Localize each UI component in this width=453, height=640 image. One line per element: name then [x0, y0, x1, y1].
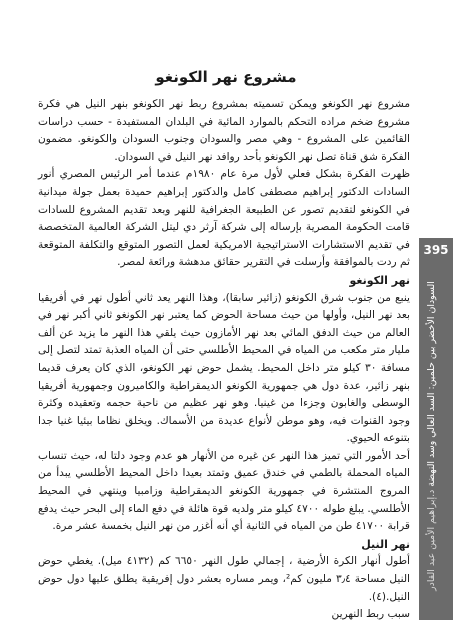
paragraph-intro: مشروع نهر الكونغو ويمكن تسميته بمشروع ربط نهر الكونغو بنهر النيل هي فكرة مشروع ضخم مراده التحكم بالموارد المائية في البلدان المستفيدة - حسب دراسات القائمين على المشروع - وهي مصر والسودان وجنوب السودان والكونغو. مضمون الفكرة شق قناة تصل نهر الكونغو بأحد روافد نهر النيل في السودان.	[38, 98, 410, 163]
paragraph-linking-reason: سبب ربط النهرين	[331, 608, 410, 621]
author-name: د.إبراهيم الأمين عبد القادر	[426, 489, 437, 591]
running-title: السودان الأخضر بين حلمين: السد العالي وسد النهضة	[426, 281, 437, 487]
paragraph-congo-features: أحد الأمور التي تميز هذا النهر عن غيره من الأنهار هو عدم وجود دلتا له، حيث تنساب المياه المحملة بالطمي في خندق عميق وتمتد بعيدا داخل المحيط الأطلسي يبدأ من المروج المنتشرة في جمهورية الكونغو الديمقراطية وزامبيا وينتهي في المحيط الأطلسي. يبلغ طوله ٤٧٠٠ كيلو متر ولديه قوة هائلة في دفع الماء إلى البحر حيث يدفع قرابة ٤١٧٠٠ طن من المياه في الثانية أي أنه أغزر من نهر النيل بخمسة عشر مرة.	[38, 449, 410, 533]
paragraph-congo-description: ينبع من جنوب شرق الكونغو (زائير سابقا)، وهذا النهر يعد ثاني أطول نهر في أفريقيا بعد نهر النيل، وأولها من حيث مساحة الحوض كما يعتبر نهر الكونغو ثاني أكبر نهر في العالم من حيث الدفق المائي بعد نهر الأمازون حيث يلقي هذا النهر ما يزيد عن ألف مليار متر مكعب من المياه في المحيط الأطلسي حتى أن المياه العذبة تمتد لتصل إلى مسافة ٣٠ كيلو متر داخل المحيط. يشمل حوض نهر الكونغو، الذي كان يعرف قديما بنهر زائير، عدة دول هي جمهورية الكونغو الديمقراطية والكاميرون وجمهورية أفريقيا الوسطى والغابون وجزءا من غينيا. وهو نهر عظيم من ناحية حجمه وتعقيده وكثرة وجود القنوات فيه، وهو موطن لأنواع عديدة من الأسماك. ويخلق نظاما بيئيا غنيا جدا بتنوعه الحيوي.	[38, 291, 410, 445]
heading-nile-river: نهر النيل	[361, 537, 410, 551]
running-header	[424, 266, 440, 606]
paragraph-nile-description: أطول أنهار الكرة الأرضية ، إجمالي طول النهر ٦٦٥٠ كم (٤١٣٢ ميل). يغطي حوض النيل مساحة ٣٫٤ مليون كم²، ويمر مساره بعشر دول إفريقية يطلق عليها دول حوض النيل.(٤).	[38, 555, 410, 603]
body-text	[38, 96, 410, 624]
heading-congo-river: نهر الكونغو	[349, 273, 410, 287]
page-number: 395	[423, 243, 449, 257]
page-title: مشروع نهر الكونغو	[155, 68, 297, 86]
paragraph-history: ظهرت الفكرة بشكل فعلي لأول مرة عام ١٩٨٠م عندما أمر الرئيس المصري أنور السادات الدكتور إبراهيم مصطفى كامل والدكتور إبراهيم حميدة بعمل جولة ميدانية في الكونغو لتقديم تصور عن الطبيعة الجغرافية للنهر وبعد تقديم المشروع للسادات قامت الحكومة المصرية بإرساله إلى شركة آرثر دي ليتل الشركة العالمية المتخصصة في تقديم الاستشارات الاستراتيجية الامريكية لعمل التصور المتوقع والتكلفة المتوقعة ثم ردت بالموافقة وأرسلت في التقرير حقائق مدهشة ورائعة لمصر.	[38, 168, 410, 269]
